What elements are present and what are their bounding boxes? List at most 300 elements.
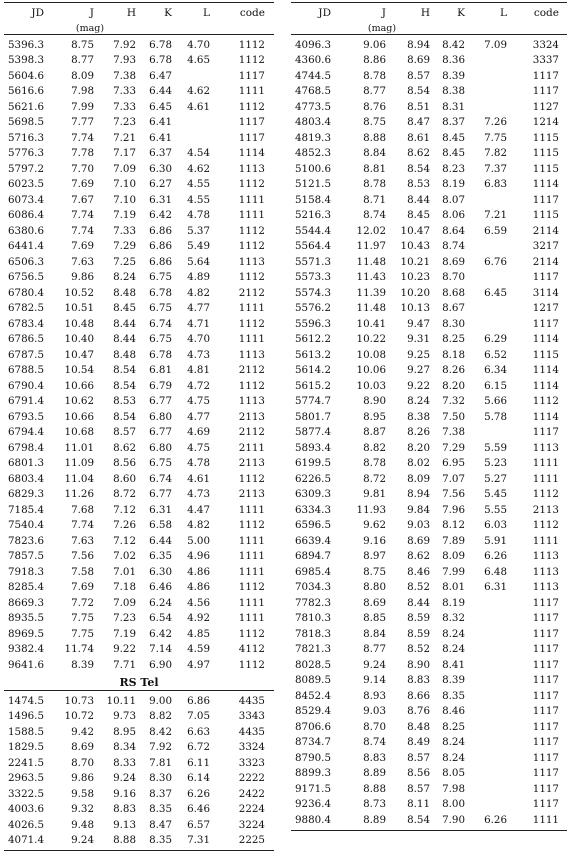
h-cell: 10.11: [106, 694, 136, 707]
j-cell: 8.75: [71, 38, 94, 51]
l-cell: 5.49: [187, 240, 210, 253]
k-cell: 6.80: [149, 441, 172, 454]
code-cell: 2225: [238, 834, 265, 847]
code-cell: 1112: [238, 317, 265, 330]
jd-cell: 6793.5: [7, 410, 44, 423]
l-cell: 4.86: [187, 581, 210, 594]
k-cell: 6.78: [149, 54, 172, 67]
h-cell: 8.95: [113, 725, 136, 738]
h-cell: 8.83: [113, 803, 136, 816]
k-cell: 8.35: [149, 803, 172, 816]
l-cell: 6.03: [484, 519, 507, 532]
code-cell: 2113: [238, 410, 265, 423]
table-row: [4, 471, 274, 487]
header-l: L: [500, 7, 507, 19]
section-label: RS Tel: [119, 675, 159, 689]
j-cell: 8.77: [363, 85, 386, 98]
k-cell: 8.74: [442, 240, 465, 253]
l-cell: 4.97: [187, 658, 210, 671]
code-cell: 1115: [532, 348, 559, 361]
table-row: [4, 642, 274, 658]
jd-cell: 2963.5: [7, 772, 44, 785]
k-cell: 6.31: [149, 193, 172, 206]
jd-cell: 8969.5: [7, 627, 44, 640]
l-cell: 5.37: [187, 224, 210, 237]
h-cell: 7.29: [113, 240, 136, 253]
h-cell: 9.27: [407, 364, 430, 377]
code-cell: 2113: [238, 488, 265, 501]
jd-cell: 6786.5: [7, 333, 44, 346]
j-cell: 9.86: [71, 772, 94, 785]
k-cell: 6.79: [149, 379, 172, 392]
jd-cell: 5573.3: [294, 271, 331, 284]
k-cell: 6.78: [149, 286, 172, 299]
h-cell: 8.09: [407, 472, 430, 485]
jd-cell: 7857.5: [7, 550, 44, 563]
table-row: [291, 766, 567, 782]
code-cell: 1117: [532, 751, 559, 764]
table-row: [4, 332, 274, 348]
jd-cell: 6023.5: [7, 178, 44, 191]
code-cell: 1117: [532, 193, 559, 206]
j-cell: 9.58: [71, 787, 94, 800]
jd-cell: 5614.2: [294, 364, 331, 377]
l-cell: 4.77: [187, 410, 210, 423]
j-cell: 8.09: [71, 69, 94, 82]
jd-cell: 5398.3: [7, 54, 44, 67]
h-cell: 8.61: [407, 131, 430, 144]
table-row: [4, 115, 274, 131]
jd-cell: 5613.2: [294, 348, 331, 361]
h-cell: 9.22: [407, 379, 430, 392]
code-cell: 1117: [532, 69, 559, 82]
header-k: K: [457, 7, 465, 19]
k-cell: 8.05: [442, 767, 465, 780]
j-cell: 8.95: [363, 410, 386, 423]
table-row: [4, 533, 274, 549]
jd-cell: 6794.4: [7, 426, 44, 439]
l-cell: 4.77: [187, 302, 210, 315]
l-cell: 4.55: [187, 178, 210, 191]
code-cell: 1117: [532, 627, 559, 640]
l-cell: 5.55: [484, 503, 507, 516]
k-cell: 8.30: [442, 317, 465, 330]
table-row: [4, 833, 274, 849]
j-cell: 9.81: [363, 488, 386, 501]
j-cell: 8.81: [363, 162, 386, 175]
h-cell: 7.33: [113, 224, 136, 237]
code-cell: 1111: [238, 209, 265, 222]
h-cell: 8.24: [113, 271, 136, 284]
code-cell: 1115: [532, 131, 559, 144]
l-cell: 5.45: [484, 488, 507, 501]
j-cell: 9.24: [363, 658, 386, 671]
h-cell: 7.92: [113, 38, 136, 51]
j-cell: 9.06: [363, 38, 386, 51]
l-cell: 7.31: [187, 834, 210, 847]
k-cell: 8.39: [442, 69, 465, 82]
k-cell: 6.58: [149, 519, 172, 532]
code-cell: 1111: [238, 596, 265, 609]
table-row: [291, 471, 567, 487]
l-cell: 4.47: [187, 503, 210, 516]
jd-cell: 7034.3: [294, 581, 331, 594]
j-cell: 12.02: [356, 224, 386, 237]
h-cell: 7.19: [113, 209, 136, 222]
h-cell: 7.19: [113, 627, 136, 640]
h-cell: 7.21: [113, 131, 136, 144]
table-row: [291, 363, 567, 379]
k-cell: 8.00: [442, 798, 465, 811]
code-cell: 1112: [238, 224, 265, 237]
code-cell: 1111: [238, 302, 265, 315]
l-cell: 5.23: [484, 457, 507, 470]
table-row: [291, 347, 567, 363]
unit-row: [4, 23, 274, 34]
l-cell: 5.91: [484, 534, 507, 547]
table-row: [291, 208, 567, 224]
k-cell: 8.37: [149, 787, 172, 800]
jd-cell: 4744.5: [294, 69, 331, 82]
j-cell: 8.75: [363, 565, 386, 578]
j-cell: 8.89: [363, 813, 386, 826]
h-cell: 8.88: [113, 834, 136, 847]
h-cell: 8.47: [407, 116, 430, 129]
h-cell: 8.57: [407, 782, 430, 795]
j-cell: 7.77: [71, 116, 94, 129]
jd-cell: 5716.3: [7, 131, 44, 144]
table-row: [291, 657, 567, 673]
table-row: [291, 161, 567, 177]
h-cell: 8.72: [113, 488, 136, 501]
l-cell: 7.75: [484, 131, 507, 144]
j-cell: 11.74: [64, 643, 94, 656]
table-row: [4, 99, 274, 115]
table-row: [4, 724, 274, 740]
k-cell: 6.74: [149, 472, 172, 485]
table-row: [4, 270, 274, 286]
code-cell: 1117: [532, 643, 559, 656]
code-cell: 1112: [238, 581, 265, 594]
code-cell: 1112: [238, 54, 265, 67]
k-cell: 8.37: [442, 116, 465, 129]
j-cell: 7.67: [71, 193, 94, 206]
jd-cell: 6596.5: [294, 519, 331, 532]
l-cell: 6.26: [484, 813, 507, 826]
k-cell: 8.69: [442, 255, 465, 268]
h-cell: 10.47: [400, 224, 430, 237]
jd-cell: 6756.5: [7, 271, 44, 284]
l-cell: 4.71: [187, 317, 210, 330]
code-cell: 1117: [532, 85, 559, 98]
table-row: [4, 37, 274, 53]
h-cell: 8.57: [407, 751, 430, 764]
k-cell: 7.32: [442, 395, 465, 408]
code-cell: 1111: [238, 565, 265, 578]
code-cell: 1112: [238, 271, 265, 284]
jd-cell: 9880.4: [294, 813, 331, 826]
table-row: [291, 750, 567, 766]
j-cell: 11.43: [356, 271, 386, 284]
jd-cell: 4096.3: [294, 38, 331, 51]
code-cell: 1113: [238, 162, 265, 175]
h-cell: 8.69: [407, 534, 430, 547]
j-cell: 10.48: [64, 317, 94, 330]
k-cell: 8.30: [149, 772, 172, 785]
h-cell: 7.33: [113, 85, 136, 98]
code-cell: 1117: [238, 69, 265, 82]
jd-cell: 6829.3: [7, 488, 44, 501]
l-cell: 4.82: [187, 519, 210, 532]
h-cell: 8.51: [407, 100, 430, 113]
k-cell: 8.12: [442, 519, 465, 532]
code-cell: 4435: [238, 725, 265, 738]
k-cell: 6.75: [149, 271, 172, 284]
k-cell: 6.42: [149, 209, 172, 222]
j-cell: 10.06: [356, 364, 386, 377]
right-rows: [291, 35, 567, 830]
j-cell: 8.77: [363, 643, 386, 656]
k-cell: 6.54: [149, 612, 172, 625]
k-cell: 8.07: [442, 193, 465, 206]
k-cell: 6.86: [149, 255, 172, 268]
l-cell: 4.73: [187, 488, 210, 501]
code-cell: 1117: [532, 705, 559, 718]
table-row: [291, 99, 567, 115]
h-cell: 7.10: [113, 193, 136, 206]
code-cell: 1111: [238, 612, 265, 625]
code-cell: 1114: [532, 178, 559, 191]
code-cell: 4112: [238, 643, 265, 656]
k-cell: 6.44: [149, 534, 172, 547]
j-cell: 9.14: [363, 674, 386, 687]
j-cell: 8.88: [363, 131, 386, 144]
j-cell: 7.63: [71, 255, 94, 268]
h-cell: 8.26: [407, 426, 430, 439]
l-cell: 4.73: [187, 348, 210, 361]
h-cell: 8.48: [113, 348, 136, 361]
j-cell: 8.69: [363, 596, 386, 609]
jd-cell: 5544.4: [294, 224, 331, 237]
j-cell: 8.86: [363, 54, 386, 67]
table-row: [291, 239, 567, 255]
k-cell: 8.39: [442, 674, 465, 687]
table-row: [4, 802, 274, 818]
jd-cell: 5216.3: [294, 209, 331, 222]
h-cell: 7.12: [113, 534, 136, 547]
jd-cell: 5121.5: [294, 178, 331, 191]
jd-cell: 5776.3: [7, 147, 44, 160]
j-cell: 11.04: [64, 472, 94, 485]
jd-cell: 5612.2: [294, 333, 331, 346]
jd-cell: 7782.3: [294, 596, 331, 609]
k-cell: 8.25: [442, 333, 465, 346]
j-cell: 7.63: [71, 534, 94, 547]
j-cell: 8.74: [363, 209, 386, 222]
l-cell: 6.76: [484, 255, 507, 268]
table-row: [4, 626, 274, 642]
h-cell: 10.23: [400, 271, 430, 284]
table-row: [4, 254, 274, 270]
h-cell: 8.69: [407, 54, 430, 67]
j-cell: 8.69: [71, 741, 94, 754]
l-cell: 4.61: [187, 100, 210, 113]
k-cell: 7.29: [442, 441, 465, 454]
j-cell: 8.77: [71, 54, 94, 67]
h-cell: 9.24: [113, 772, 136, 785]
j-cell: 8.76: [363, 100, 386, 113]
h-cell: 8.20: [407, 441, 430, 454]
k-cell: 8.70: [442, 271, 465, 284]
jd-cell: 6801.3: [7, 457, 44, 470]
k-cell: 8.24: [442, 751, 465, 764]
l-cell: 4.70: [187, 38, 210, 51]
header-j: J: [381, 7, 386, 19]
l-cell: 6.45: [484, 286, 507, 299]
j-cell: 7.78: [71, 147, 94, 160]
code-cell: 1111: [532, 534, 559, 547]
j-cell: 10.47: [64, 348, 94, 361]
j-cell: 10.41: [356, 317, 386, 330]
j-cell: 7.75: [71, 612, 94, 625]
k-cell: 8.38: [442, 85, 465, 98]
j-cell: 11.39: [356, 286, 386, 299]
j-cell: 7.75: [71, 627, 94, 640]
table-row: [4, 595, 274, 611]
code-cell: 1112: [238, 519, 265, 532]
l-cell: 4.86: [187, 565, 210, 578]
jd-cell: 7185.4: [7, 503, 44, 516]
jd-cell: 7818.3: [294, 627, 331, 640]
code-cell: 1117: [532, 767, 559, 780]
table-row: [4, 239, 274, 255]
code-cell: 1117: [238, 131, 265, 144]
jd-cell: 6894.7: [294, 550, 331, 563]
h-cell: 7.38: [113, 69, 136, 82]
k-cell: 6.31: [149, 503, 172, 516]
k-cell: 8.09: [442, 550, 465, 563]
h-cell: 7.09: [113, 596, 136, 609]
unit-row: [291, 23, 567, 34]
table-row: [291, 549, 567, 565]
table-row: [4, 192, 274, 208]
j-cell: 8.90: [363, 395, 386, 408]
j-cell: 8.75: [363, 116, 386, 129]
code-cell: 1111: [238, 85, 265, 98]
j-cell: 8.70: [71, 756, 94, 769]
table-row: [4, 709, 274, 725]
j-cell: 7.69: [71, 178, 94, 191]
table-row: [4, 409, 274, 425]
table-row: [4, 223, 274, 239]
l-cell: 4.55: [187, 193, 210, 206]
jd-cell: 5616.6: [7, 85, 44, 98]
j-cell: 10.68: [64, 426, 94, 439]
table-row: [4, 394, 274, 410]
j-cell: 8.74: [363, 736, 386, 749]
jd-cell: 4360.6: [294, 54, 331, 67]
table-row: [4, 146, 274, 162]
j-cell: 10.66: [64, 410, 94, 423]
table-row: [291, 177, 567, 193]
h-cell: 8.54: [113, 364, 136, 377]
table-row: [291, 37, 567, 53]
j-cell: 8.78: [363, 69, 386, 82]
table-row: [4, 580, 274, 596]
k-cell: 6.41: [149, 131, 172, 144]
h-cell: 8.52: [407, 581, 430, 594]
code-cell: 1114: [532, 410, 559, 423]
h-cell: 7.09: [113, 162, 136, 175]
k-cell: 6.35: [149, 550, 172, 563]
k-cell: 8.82: [149, 710, 172, 723]
jd-cell: 8669.3: [7, 596, 44, 609]
jd-cell: 5396.3: [7, 38, 44, 51]
table-row: [291, 254, 567, 270]
table-row: [291, 192, 567, 208]
l-cell: 6.26: [187, 787, 210, 800]
l-cell: 7.82: [484, 147, 507, 160]
k-cell: 8.25: [442, 720, 465, 733]
code-cell: 1117: [532, 689, 559, 702]
k-cell: 8.35: [149, 834, 172, 847]
jd-cell: 5621.6: [7, 100, 44, 113]
j-cell: 7.58: [71, 565, 94, 578]
j-cell: 8.83: [363, 751, 386, 764]
code-cell: 1113: [532, 565, 559, 578]
k-cell: 6.77: [149, 488, 172, 501]
code-cell: 1115: [532, 162, 559, 175]
jd-cell: 4773.5: [294, 100, 331, 113]
code-cell: 1117: [532, 271, 559, 284]
h-cell: 8.62: [407, 147, 430, 160]
h-cell: 8.57: [407, 69, 430, 82]
table-row: [291, 812, 567, 828]
l-cell: 4.78: [187, 457, 210, 470]
h-cell: 8.49: [407, 736, 430, 749]
code-cell: 1112: [238, 379, 265, 392]
jd-cell: 2241.5: [7, 756, 44, 769]
h-cell: 8.94: [407, 488, 430, 501]
j-cell: 7.99: [71, 100, 94, 113]
h-cell: 8.54: [407, 162, 430, 175]
l-cell: 6.48: [484, 565, 507, 578]
jd-cell: 8935.5: [7, 612, 44, 625]
h-cell: 8.48: [407, 720, 430, 733]
code-cell: 1112: [532, 519, 559, 532]
table-row: [4, 564, 274, 580]
code-cell: 1127: [532, 100, 559, 113]
h-cell: 8.44: [113, 333, 136, 346]
jd-cell: 6985.4: [294, 565, 331, 578]
code-cell: 1113: [532, 550, 559, 563]
k-cell: 6.80: [149, 410, 172, 423]
jd-cell: 3322.5: [7, 787, 44, 800]
k-cell: 6.41: [149, 116, 172, 129]
l-cell: 4.69: [187, 426, 210, 439]
l-cell: 7.09: [484, 38, 507, 51]
j-cell: 9.48: [71, 818, 94, 831]
h-cell: 8.45: [407, 209, 430, 222]
k-cell: 8.20: [442, 379, 465, 392]
h-cell: 8.34: [113, 741, 136, 754]
code-cell: 1117: [532, 426, 559, 439]
jd-cell: 9236.4: [294, 798, 331, 811]
jd-cell: 6782.5: [7, 302, 44, 315]
jd-cell: 8285.4: [7, 581, 44, 594]
table-row: [4, 549, 274, 565]
jd-cell: 6791.4: [7, 395, 44, 408]
